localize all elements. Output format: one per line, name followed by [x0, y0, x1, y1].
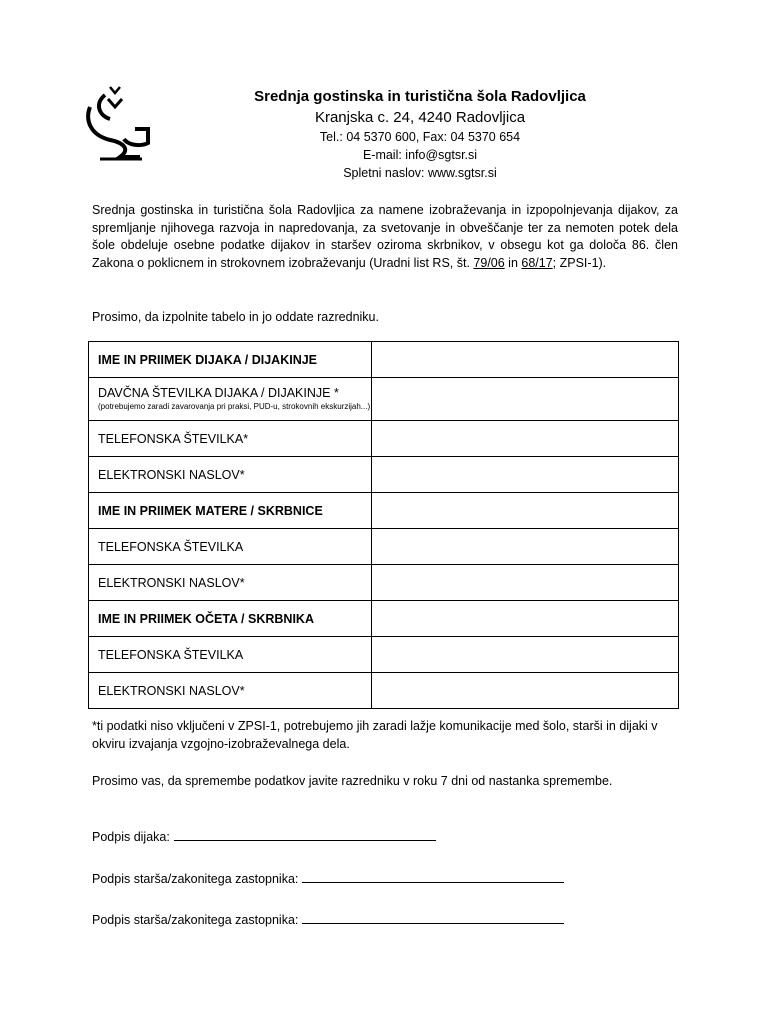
father-email-label: ELEKTRONSKI NASLOV*: [89, 673, 372, 709]
mother-phone-label: TELEFONSKA ŠTEVILKA: [89, 529, 372, 565]
mother-email-field[interactable]: [371, 565, 678, 601]
table-row: [89, 378, 679, 421]
mother-name-field[interactable]: [371, 493, 678, 529]
school-logo-icon: [80, 85, 150, 165]
student-tax-note: (potrebujemo zaradi zavarovanja pri praksi, PUD-u, strokovnih ekskurzijah...): [98, 402, 371, 411]
father-name-label: IME IN PRIIMEK OČETA / SKRBNIKA: [89, 601, 372, 637]
table-row: [89, 637, 679, 673]
parent-signature-2-label: Podpis starša/zakonitega zastopnika:: [92, 913, 299, 927]
parent-signature-1-line[interactable]: [302, 870, 564, 883]
student-tax-field[interactable]: [371, 378, 678, 421]
parent-signature-1-label: Podpis starša/zakonitega zastopnika:: [92, 872, 299, 886]
table-row: [89, 493, 679, 529]
student-name-field[interactable]: [371, 342, 678, 378]
parent-signature-1: [92, 870, 564, 886]
table-row: [89, 529, 679, 565]
student-email-field[interactable]: [371, 457, 678, 493]
student-name-label: IME IN PRIIMEK DIJAKA / DIJAKINJE: [89, 342, 372, 378]
table-row: [89, 565, 679, 601]
school-phone-fax: Tel.: 04 5370 600, Fax: 04 5370 654: [319, 130, 521, 144]
intro-text-c: ; ZPSI-1).: [552, 255, 607, 270]
student-data-form: [88, 341, 679, 709]
table-row: [89, 601, 679, 637]
school-name: Srednja gostinska in turistična šola Radovljica: [254, 88, 586, 105]
law-ref-link-1[interactable]: 79/06: [473, 255, 505, 270]
mother-phone-field[interactable]: [371, 529, 678, 565]
parent-signature-2-line[interactable]: [302, 911, 564, 924]
student-tax-label-text: DAVČNA ŠTEVILKA DIJAKA / DIJAKINJE *: [98, 386, 339, 400]
school-address: Kranjska c. 24, 4240 Radovljica: [314, 109, 526, 126]
school-website: Spletni naslov: www.sgtsr.si: [343, 166, 497, 180]
law-ref-link-2[interactable]: 68/17: [521, 255, 553, 270]
intro-text-b: in: [504, 255, 522, 270]
intro-text-a: Srednja gostinska in turistična šola Radovljica za namene izobraževanja in izpopolnjevanja dijakov, za spremljanje njihovega razvoja in napredovanja, za svetovanje in obveščanje ter za nemoten potek dela šole obdeluje osebne podatke dijakov in staršev oziroma skrbnikov, v obsegu kot ga določa 86. člen Zakona o poklicnem in strokovnem izobraževanju (Uradni list RS, št.: [92, 203, 678, 270]
table-row: [89, 673, 679, 709]
change-notice-text: Prosimo vas, da spremembe podatkov javite razredniku v roku 7 dni od nastanka spremembe.: [92, 774, 613, 788]
student-signature-line[interactable]: [174, 828, 436, 841]
student-email-label: ELEKTRONSKI NASLOV*: [89, 457, 372, 493]
footnote-text: *ti podatki niso vključeni v ZPSI-1, potrebujemo jih zaradi lažje komunikacije med šolo, starši in dijaki v okviru izvajanja vzgojno-izobraževalnega dela.: [92, 719, 658, 751]
instruction-text: Prosimo, da izpolnite tabelo in jo oddate razredniku.: [92, 310, 379, 324]
school-email: E-mail: info@sgtsr.si: [362, 148, 478, 162]
student-phone-field[interactable]: [371, 421, 678, 457]
intro-paragraph: [92, 202, 678, 272]
table-row: [89, 342, 679, 378]
mother-email-label: ELEKTRONSKI NASLOV*: [89, 565, 372, 601]
parent-signature-2: [92, 911, 564, 927]
father-phone-label: TELEFONSKA ŠTEVILKA: [89, 637, 372, 673]
student-phone-label: TELEFONSKA ŠTEVILKA*: [89, 421, 372, 457]
father-email-field[interactable]: [371, 673, 678, 709]
table-row: [89, 457, 679, 493]
student-signature: [92, 828, 436, 844]
mother-name-label: IME IN PRIIMEK MATERE / SKRBNICE: [89, 493, 372, 529]
student-signature-label: Podpis dijaka:: [92, 830, 170, 844]
student-tax-label: [89, 378, 372, 421]
table-row: [89, 421, 679, 457]
father-phone-field[interactable]: [371, 637, 678, 673]
father-name-field[interactable]: [371, 601, 678, 637]
